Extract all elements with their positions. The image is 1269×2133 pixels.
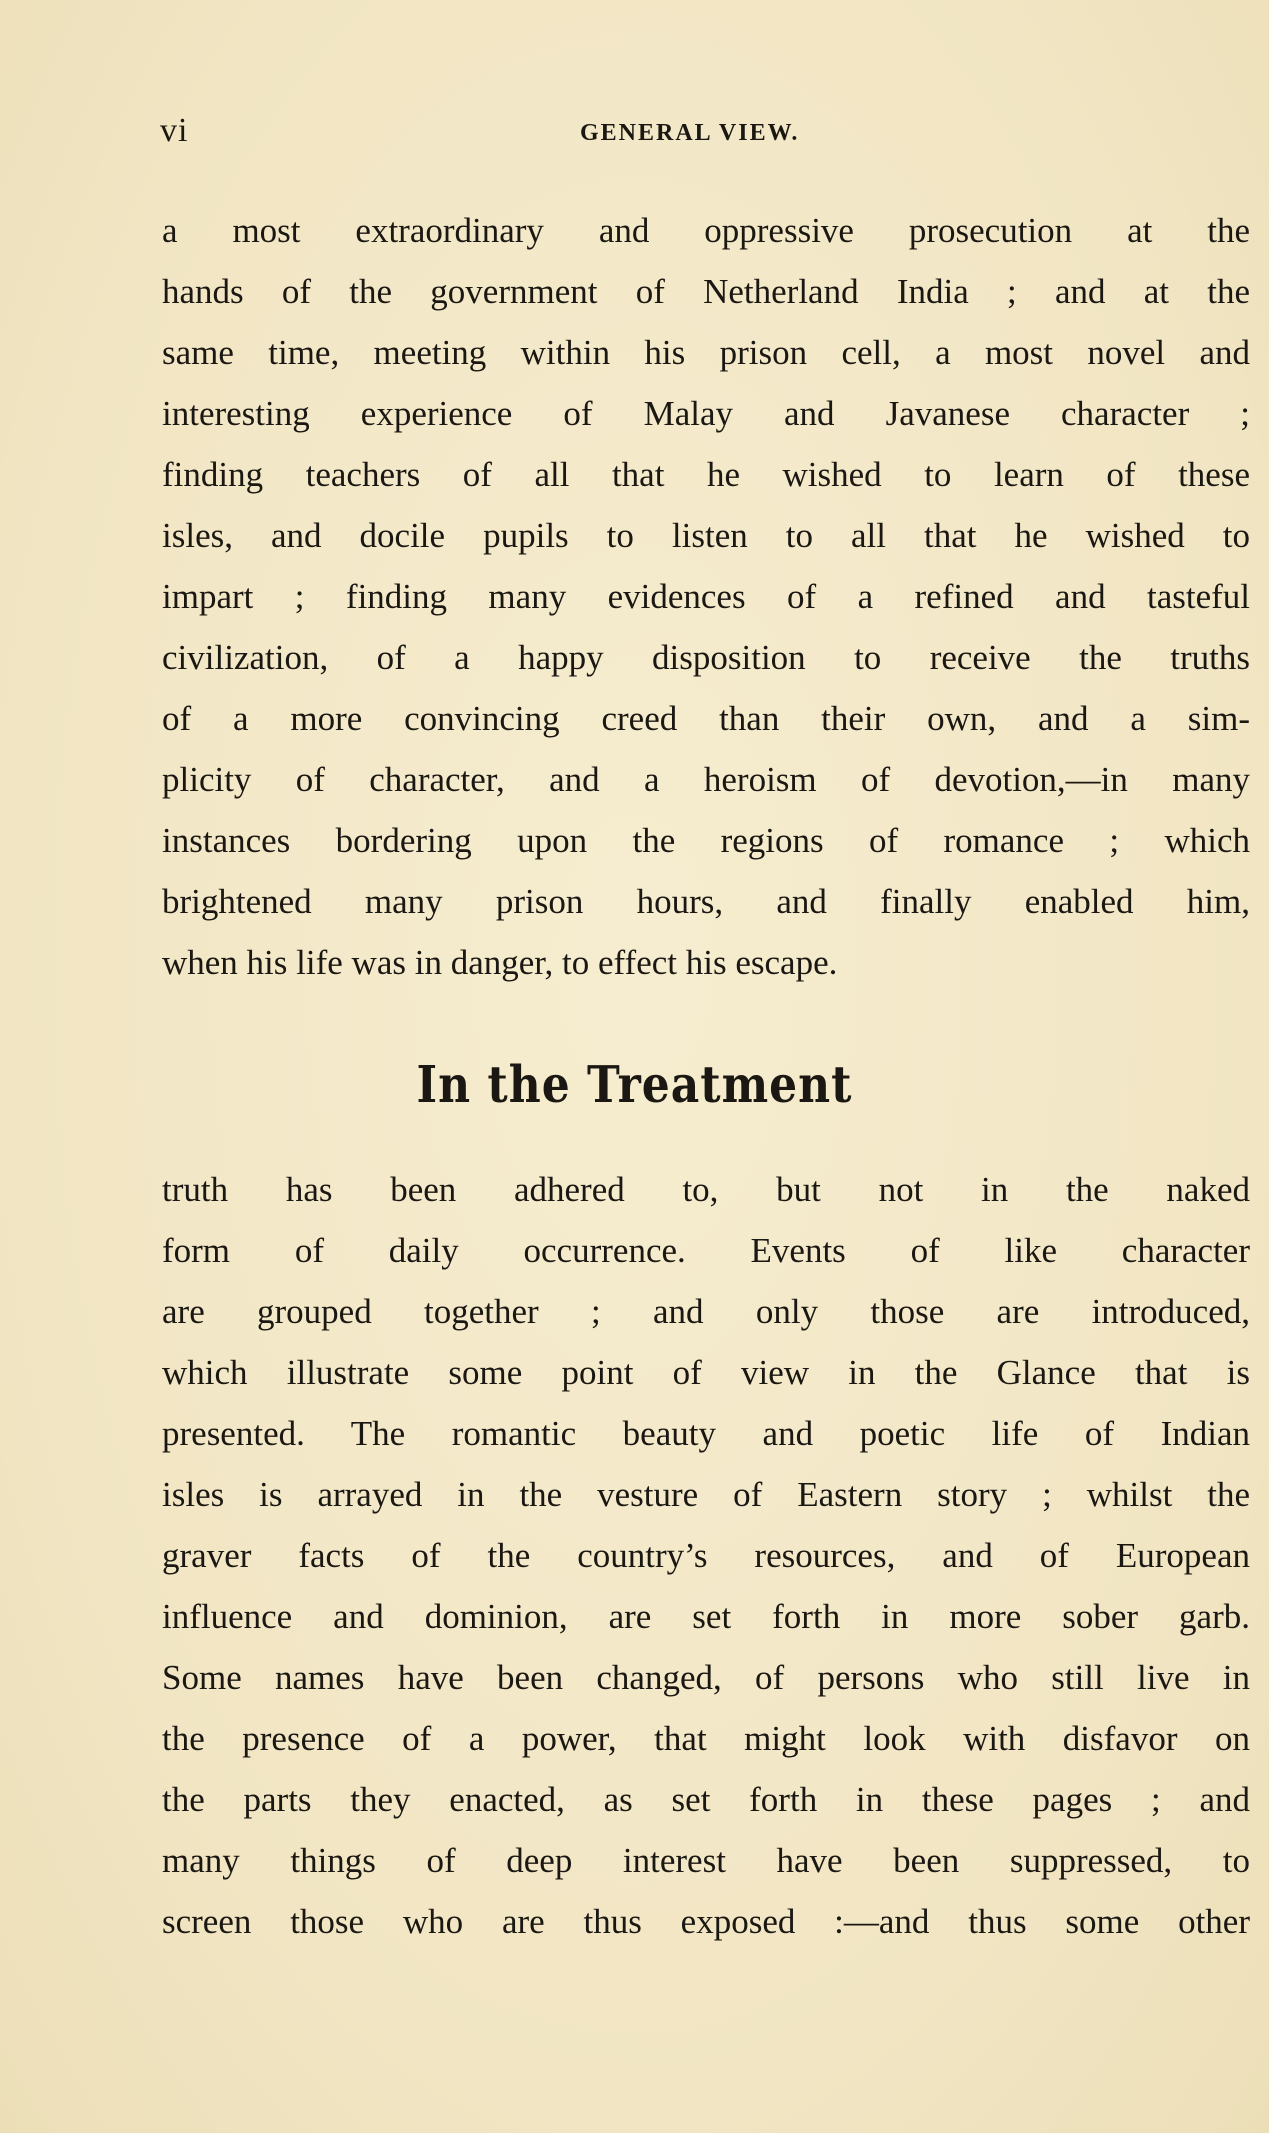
- text-line: influence and dominion, are set forth in more sober garb.: [162, 1597, 1250, 1636]
- text-line: Some names have been changed, of persons who still live in: [162, 1658, 1250, 1697]
- paragraph-1: [162, 200, 1250, 993]
- text-line: of a more convincing creed than their own, and a sim-: [162, 699, 1250, 738]
- text-line: brightened many prison hours, and finally enabled him,: [162, 882, 1250, 921]
- text-line: presented. The romantic beauty and poetic life of Indian: [162, 1414, 1250, 1453]
- text-line: same time, meeting within his prison cell, a most novel and: [162, 333, 1250, 372]
- running-head: [160, 112, 1250, 152]
- text-line: truth has been adhered to, but not in the naked: [162, 1170, 1250, 1209]
- text-line: when his life was in danger, to effect his escape.: [162, 943, 838, 982]
- text-line: interesting experience of Malay and Javanese character ;: [162, 394, 1250, 433]
- text-line: hands of the government of Netherland India ; and at the: [162, 272, 1250, 311]
- text-line: plicity of character, and a heroism of devotion,—in many: [162, 760, 1250, 799]
- page-number: vi: [160, 112, 189, 149]
- text-line: many things of deep interest have been suppressed, to: [162, 1841, 1250, 1880]
- text-line: which illustrate some point of view in the Glance that is: [162, 1353, 1250, 1392]
- text-line: impart ; finding many evidences of a refined and tasteful: [162, 577, 1250, 616]
- text-line: form of daily occurrence. Events of like character: [162, 1231, 1250, 1270]
- text-line: the parts they enacted, as set forth in these pages ; and: [162, 1780, 1250, 1819]
- section-heading: In the Treatment: [416, 1056, 853, 1115]
- paragraph-2: [162, 1159, 1250, 1952]
- text-line: isles, and docile pupils to listen to all that he wished to: [162, 516, 1250, 555]
- text-line: civilization, of a happy disposition to receive the truths: [162, 638, 1250, 677]
- text-line: are grouped together ; and only those are introduced,: [162, 1292, 1250, 1331]
- running-title: GENERAL VIEW.: [580, 120, 800, 146]
- text-line: screen those who are thus exposed :—and thus some other: [162, 1902, 1250, 1941]
- text-line: finding teachers of all that he wished to learn of these: [162, 455, 1250, 494]
- text-line: instances bordering upon the regions of romance ; which: [162, 821, 1250, 860]
- text-line: isles is arrayed in the vesture of Eastern story ; whilst the: [162, 1475, 1250, 1514]
- text-line: graver facts of the country’s resources, and of European: [162, 1536, 1250, 1575]
- text-line: the presence of a power, that might look with disfavor on: [162, 1719, 1250, 1758]
- text-line: a most extraordinary and oppressive prosecution at the: [162, 211, 1250, 250]
